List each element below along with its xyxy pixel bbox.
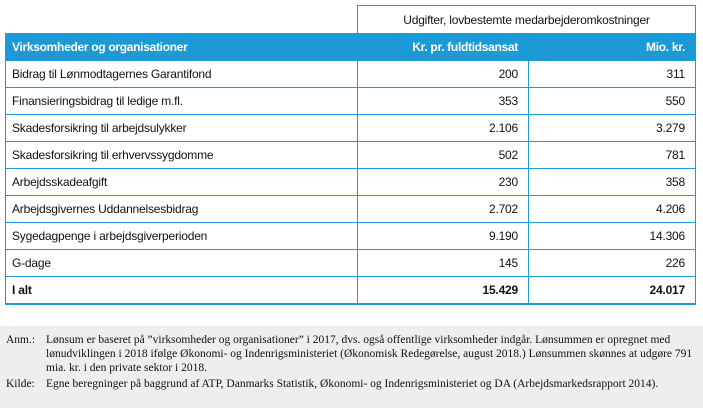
table-row <box>6 223 696 250</box>
row-label: Finansieringsbidrag til ledige m.fl. <box>6 88 358 115</box>
cost-table <box>5 5 696 305</box>
row-per-employee: 145 <box>358 250 529 277</box>
total-per-employee: 15.429 <box>358 277 529 305</box>
row-label: Arbejdsskadeafgift <box>6 169 358 196</box>
table-row <box>6 250 696 277</box>
row-per-employee: 353 <box>358 88 529 115</box>
row-per-employee: 9.190 <box>358 223 529 250</box>
table-row <box>6 88 696 115</box>
row-million: 3.279 <box>529 115 696 142</box>
kilde-label: Kilde: <box>6 378 35 390</box>
row-per-employee: 502 <box>358 142 529 169</box>
column-header-million: Mio. kr. <box>529 34 696 61</box>
group-header: Udgifter, lovbestemte medarbejderomkostninger <box>358 6 696 34</box>
row-million: 550 <box>529 88 696 115</box>
row-label: G-dage <box>6 250 358 277</box>
column-header-row <box>6 34 696 61</box>
table-row <box>6 61 696 88</box>
row-per-employee: 2.702 <box>358 196 529 223</box>
row-label: Skadesforsikring til arbejdsulykker <box>6 115 358 142</box>
table-row <box>6 142 696 169</box>
table-row <box>6 115 696 142</box>
empty-corner-cell <box>6 6 358 34</box>
table-row <box>6 196 696 223</box>
row-per-employee: 200 <box>358 61 529 88</box>
row-million: 4.206 <box>529 196 696 223</box>
table-row <box>6 169 696 196</box>
row-label: Bidrag til Lønmodtagernes Garantifond <box>6 61 358 88</box>
kilde-text: Egne beregninger på baggrund af ATP, Danmarks Statistik, Økonomi- og Indenrigsministeriet og DA (Arbejdsmarkedsrapport 2014). <box>46 378 659 390</box>
total-million: 24.017 <box>529 277 696 305</box>
column-header-name: Virksomheder og organisationer <box>6 34 358 61</box>
anm-label: Anm.: <box>6 334 36 346</box>
row-per-employee: 2.106 <box>358 115 529 142</box>
row-label: Sygedagpenge i arbejdsgiverperioden <box>6 223 358 250</box>
row-million: 14.306 <box>529 223 696 250</box>
row-million: 226 <box>529 250 696 277</box>
column-header-per-employee: Kr. pr. fuldtidsansat <box>358 34 529 61</box>
total-label: I alt <box>6 277 358 305</box>
row-million: 781 <box>529 142 696 169</box>
row-per-employee: 230 <box>358 169 529 196</box>
notes-box <box>0 326 703 408</box>
row-million: 358 <box>529 169 696 196</box>
row-label: Skadesforsikring til erhvervssygdomme <box>6 142 358 169</box>
row-label: Arbejdsgivernes Uddannelsesbidrag <box>6 196 358 223</box>
total-row <box>6 277 696 305</box>
anm-text: Lønsum er baseret på ”virksomheder og organisationer” i 2017, dvs. også offentlige virksomheder indgår. Lønsummen er opregnet med lønudviklingen i 2018 ifølge Økonomi- og Indenrigsministeriet (Økonomisk Redegørelse, august 2018.) Lønsummen skønnes at udgøre 791 mia. kr. i den private sektor i 2018. <box>46 334 693 374</box>
group-header-row <box>6 6 696 34</box>
row-million: 311 <box>529 61 696 88</box>
cost-table-container <box>5 5 695 305</box>
